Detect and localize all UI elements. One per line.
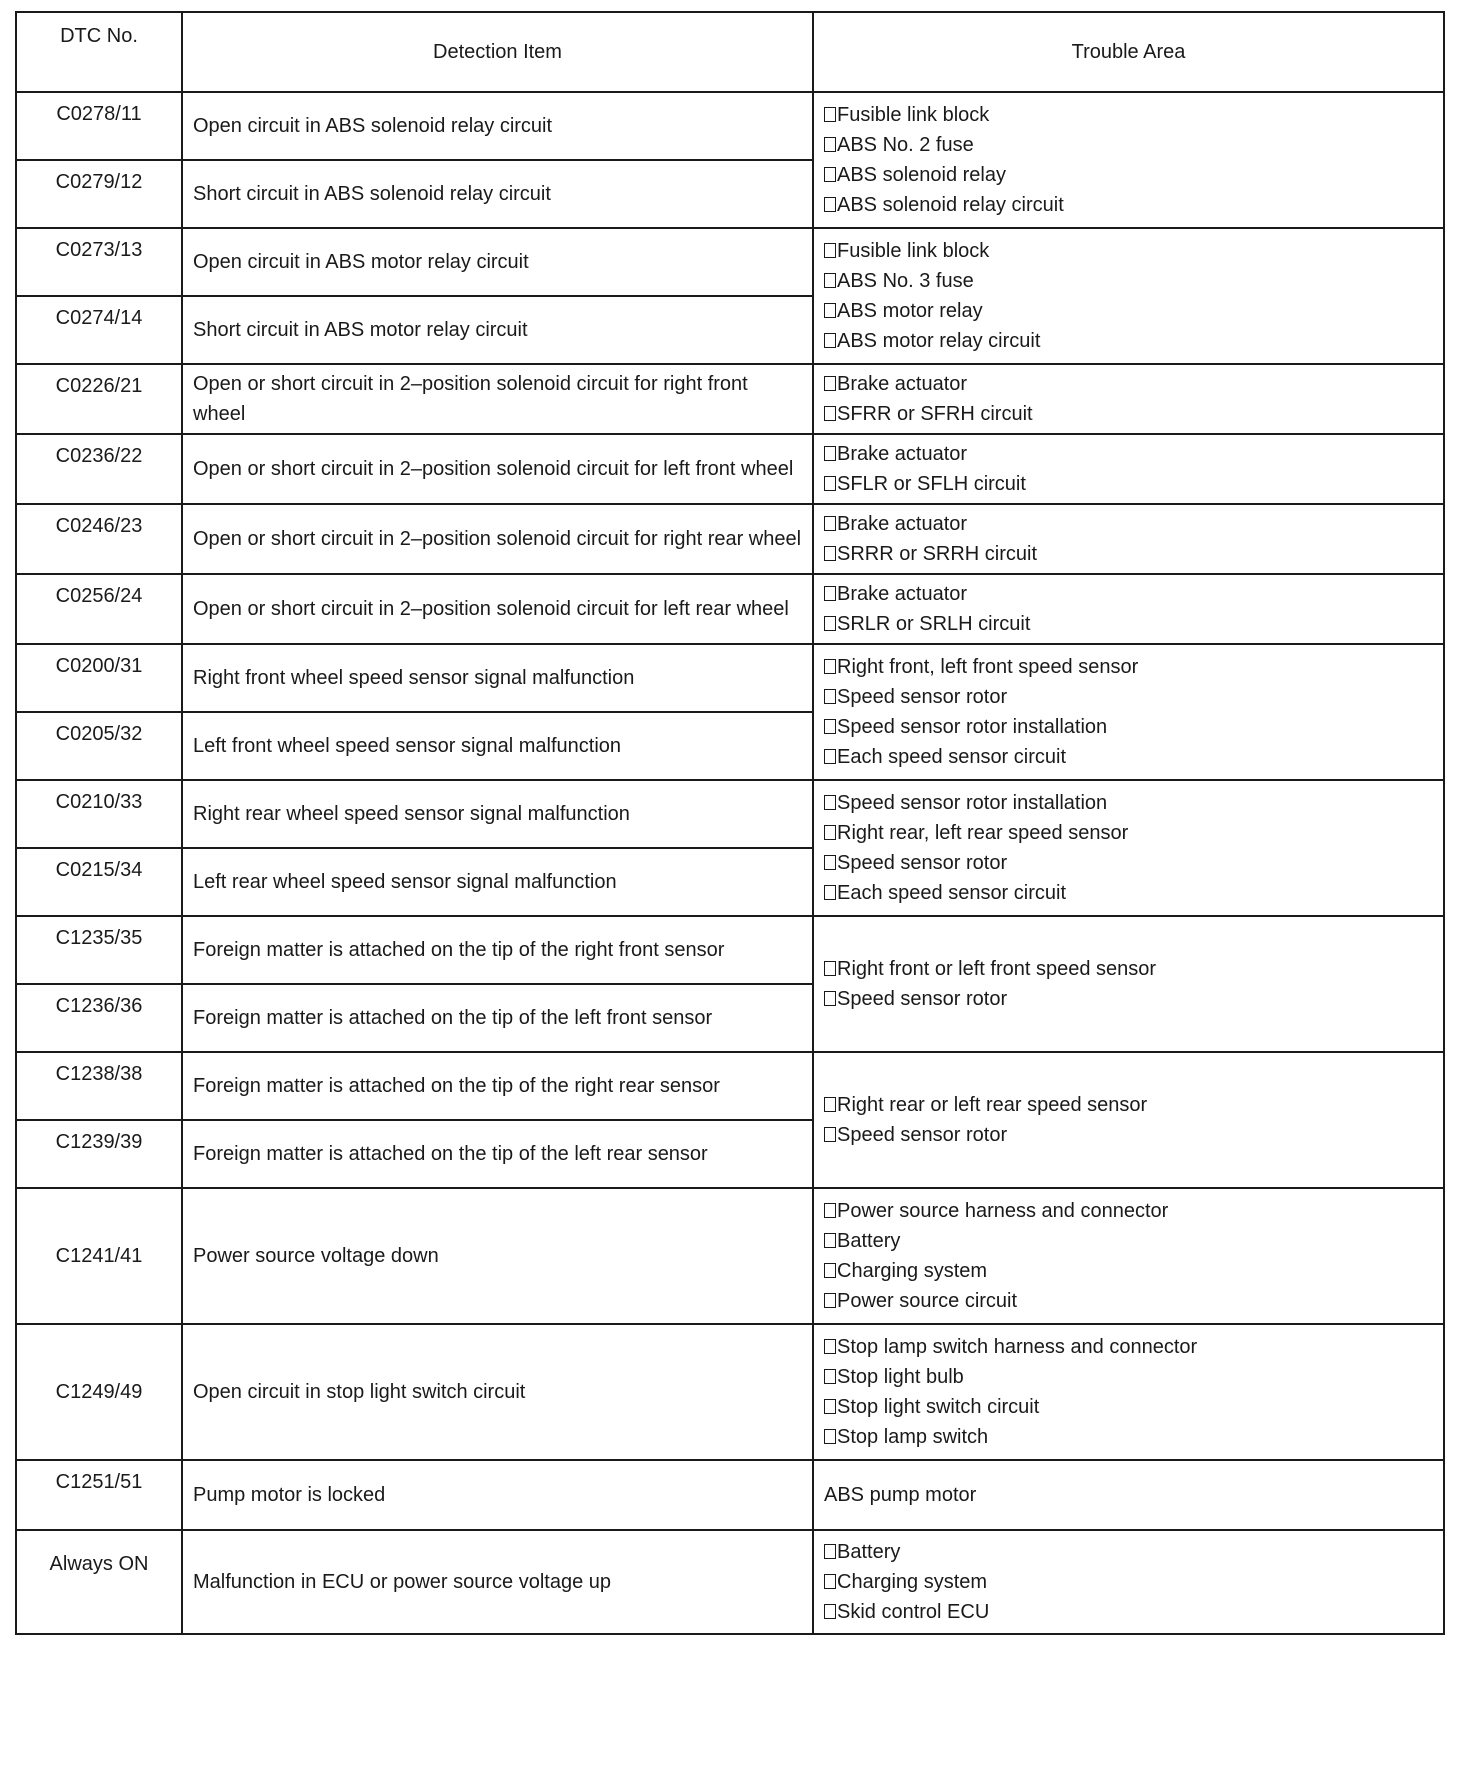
table-row xyxy=(16,916,1444,984)
table-row xyxy=(16,1188,1444,1324)
trouble-line: Speed sensor rotor xyxy=(824,1120,1433,1150)
trouble-area xyxy=(813,644,1444,780)
checkbox-icon xyxy=(824,586,836,601)
detection-item: Open circuit in stop light switch circuit xyxy=(182,1324,813,1460)
trouble-line: Right rear or left rear speed sensor xyxy=(824,1090,1433,1120)
table-row xyxy=(16,644,1444,712)
table-row xyxy=(16,780,1444,848)
table-row xyxy=(16,92,1444,160)
checkbox-icon xyxy=(824,406,836,421)
dtc-code: C0274/14 xyxy=(16,296,182,364)
trouble-line: Brake actuator xyxy=(824,509,1433,539)
trouble-line: Each speed sensor circuit xyxy=(824,742,1433,772)
trouble-line: Speed sensor rotor xyxy=(824,984,1433,1014)
table-row xyxy=(16,434,1444,504)
table-row xyxy=(16,1530,1444,1634)
detection-item: Malfunction in ECU or power source voltage up xyxy=(182,1530,813,1634)
trouble-line: ABS motor relay xyxy=(824,296,1433,326)
trouble-area xyxy=(813,1530,1444,1634)
trouble-line: Power source harness and connector xyxy=(824,1196,1433,1226)
dtc-code: C0200/31 xyxy=(16,644,182,712)
trouble-line: Brake actuator xyxy=(824,439,1433,469)
table-row xyxy=(16,504,1444,574)
detection-item: Open or short circuit in 2–position solenoid circuit for left rear wheel xyxy=(182,574,813,644)
checkbox-icon xyxy=(824,333,836,348)
trouble-line: Speed sensor rotor installation xyxy=(824,788,1433,818)
detection-item: Open or short circuit in 2–position solenoid circuit for left front wheel xyxy=(182,434,813,504)
trouble-line: Stop light bulb xyxy=(824,1362,1433,1392)
trouble-line: SFLR or SFLH circuit xyxy=(824,469,1433,499)
checkbox-icon xyxy=(824,825,836,840)
header-row xyxy=(16,12,1444,92)
trouble-line: SRRR or SRRH circuit xyxy=(824,539,1433,569)
checkbox-icon xyxy=(824,546,836,561)
trouble-area xyxy=(813,916,1444,1052)
trouble-line: ABS No. 3 fuse xyxy=(824,266,1433,296)
checkbox-icon xyxy=(824,1233,836,1248)
dtc-code: C0236/22 xyxy=(16,434,182,504)
checkbox-icon xyxy=(824,1429,836,1444)
checkbox-icon xyxy=(824,107,836,122)
table-row xyxy=(16,364,1444,434)
checkbox-icon xyxy=(824,476,836,491)
detection-item: Left front wheel speed sensor signal malfunction xyxy=(182,712,813,780)
dtc-code: C1236/36 xyxy=(16,984,182,1052)
dtc-code: C0256/24 xyxy=(16,574,182,644)
dtc-code: C1249/49 xyxy=(16,1324,182,1460)
trouble-area xyxy=(813,1460,1444,1530)
trouble-line: Battery xyxy=(824,1226,1433,1256)
trouble-line: Stop lamp switch harness and connector xyxy=(824,1332,1433,1362)
table-row xyxy=(16,228,1444,296)
detection-item: Foreign matter is attached on the tip of the right rear sensor xyxy=(182,1052,813,1120)
trouble-line: ABS solenoid relay xyxy=(824,160,1433,190)
dtc-code: C1238/38 xyxy=(16,1052,182,1120)
dtc-code: C0246/23 xyxy=(16,504,182,574)
checkbox-icon xyxy=(824,1293,836,1308)
detection-item: Right front wheel speed sensor signal malfunction xyxy=(182,644,813,712)
dtc-code: C0279/12 xyxy=(16,160,182,228)
dtc-code: C0273/13 xyxy=(16,228,182,296)
trouble-area xyxy=(813,364,1444,434)
trouble-area xyxy=(813,1324,1444,1460)
checkbox-icon xyxy=(824,961,836,976)
detection-item: Foreign matter is attached on the tip of the left rear sensor xyxy=(182,1120,813,1188)
trouble-line: Right front or left front speed sensor xyxy=(824,954,1433,984)
checkbox-icon xyxy=(824,273,836,288)
detection-item: Open circuit in ABS motor relay circuit xyxy=(182,228,813,296)
detection-item: Open or short circuit in 2–position solenoid circuit for right front wheel xyxy=(182,364,813,434)
dtc-code: C0210/33 xyxy=(16,780,182,848)
table-row xyxy=(16,1460,1444,1530)
detection-item: Foreign matter is attached on the tip of the left front sensor xyxy=(182,984,813,1052)
header-dtc-no: DTC No. xyxy=(16,12,182,92)
trouble-area xyxy=(813,1052,1444,1188)
detection-item: Short circuit in ABS solenoid relay circuit xyxy=(182,160,813,228)
trouble-area xyxy=(813,434,1444,504)
trouble-line: ABS solenoid relay circuit xyxy=(824,190,1433,220)
trouble-area xyxy=(813,228,1444,364)
detection-item: Open or short circuit in 2–position solenoid circuit for right rear wheel xyxy=(182,504,813,574)
detection-item: Power source voltage down xyxy=(182,1188,813,1324)
trouble-line: ABS No. 2 fuse xyxy=(824,130,1433,160)
detection-item: Pump motor is locked xyxy=(182,1460,813,1530)
trouble-line: Power source circuit xyxy=(824,1286,1433,1316)
trouble-line: Stop lamp switch xyxy=(824,1422,1433,1452)
checkbox-icon xyxy=(824,376,836,391)
checkbox-icon xyxy=(824,616,836,631)
trouble-line: Stop light switch circuit xyxy=(824,1392,1433,1422)
dtc-code: C0215/34 xyxy=(16,848,182,916)
table-row xyxy=(16,1324,1444,1460)
checkbox-icon xyxy=(824,749,836,764)
checkbox-icon xyxy=(824,446,836,461)
table-row xyxy=(16,1052,1444,1120)
checkbox-icon xyxy=(824,719,836,734)
trouble-line: Fusible link block xyxy=(824,100,1433,130)
trouble-line: Each speed sensor circuit xyxy=(824,878,1433,908)
checkbox-icon xyxy=(824,243,836,258)
trouble-line: Brake actuator xyxy=(824,579,1433,609)
checkbox-icon xyxy=(824,1127,836,1142)
trouble-area xyxy=(813,92,1444,228)
detection-item: Open circuit in ABS solenoid relay circuit xyxy=(182,92,813,160)
checkbox-icon xyxy=(824,1203,836,1218)
trouble-area xyxy=(813,574,1444,644)
checkbox-icon xyxy=(824,885,836,900)
checkbox-icon xyxy=(824,303,836,318)
dtc-code: C1251/51 xyxy=(16,1460,182,1530)
checkbox-icon xyxy=(824,659,836,674)
table-row xyxy=(16,574,1444,644)
trouble-line: Speed sensor rotor installation xyxy=(824,712,1433,742)
checkbox-icon xyxy=(824,1574,836,1589)
trouble-line: ABS motor relay circuit xyxy=(824,326,1433,356)
dtc-code: Always ON xyxy=(16,1530,182,1634)
dtc-table xyxy=(15,11,1445,1635)
dtc-code: C1241/41 xyxy=(16,1188,182,1324)
trouble-area xyxy=(813,504,1444,574)
dtc-code: C1239/39 xyxy=(16,1120,182,1188)
checkbox-icon xyxy=(824,1544,836,1559)
trouble-line: Brake actuator xyxy=(824,369,1433,399)
checkbox-icon xyxy=(824,1399,836,1414)
trouble-line: SFRR or SFRH circuit xyxy=(824,399,1433,429)
dtc-code: C0205/32 xyxy=(16,712,182,780)
header-detection-item: Detection Item xyxy=(182,12,813,92)
detection-item: Foreign matter is attached on the tip of the right front sensor xyxy=(182,916,813,984)
checkbox-icon xyxy=(824,855,836,870)
trouble-line: Battery xyxy=(824,1537,1433,1567)
checkbox-icon xyxy=(824,516,836,531)
checkbox-icon xyxy=(824,167,836,182)
dtc-code: C0226/21 xyxy=(16,364,182,434)
trouble-line: Charging system xyxy=(824,1567,1433,1597)
detection-item: Right rear wheel speed sensor signal malfunction xyxy=(182,780,813,848)
trouble-line: Right front, left front speed sensor xyxy=(824,652,1433,682)
detection-item: Short circuit in ABS motor relay circuit xyxy=(182,296,813,364)
checkbox-icon xyxy=(824,1339,836,1354)
trouble-line: Speed sensor rotor xyxy=(824,848,1433,878)
checkbox-icon xyxy=(824,1263,836,1278)
trouble-line: Right rear, left rear speed sensor xyxy=(824,818,1433,848)
dtc-code: C0278/11 xyxy=(16,92,182,160)
detection-item: Left rear wheel speed sensor signal malfunction xyxy=(182,848,813,916)
checkbox-icon xyxy=(824,1097,836,1112)
trouble-area xyxy=(813,1188,1444,1324)
checkbox-icon xyxy=(824,137,836,152)
trouble-area xyxy=(813,780,1444,916)
checkbox-icon xyxy=(824,991,836,1006)
dtc-code: C1235/35 xyxy=(16,916,182,984)
checkbox-icon xyxy=(824,1604,836,1619)
trouble-line: ABS pump motor xyxy=(824,1484,977,1506)
trouble-line: Skid control ECU xyxy=(824,1597,1433,1627)
checkbox-icon xyxy=(824,1369,836,1384)
trouble-line: SRLR or SRLH circuit xyxy=(824,609,1433,639)
checkbox-icon xyxy=(824,689,836,704)
trouble-line: Speed sensor rotor xyxy=(824,682,1433,712)
trouble-line: Fusible link block xyxy=(824,236,1433,266)
header-trouble-area: Trouble Area xyxy=(813,12,1444,92)
checkbox-icon xyxy=(824,197,836,212)
checkbox-icon xyxy=(824,795,836,810)
trouble-line: Charging system xyxy=(824,1256,1433,1286)
